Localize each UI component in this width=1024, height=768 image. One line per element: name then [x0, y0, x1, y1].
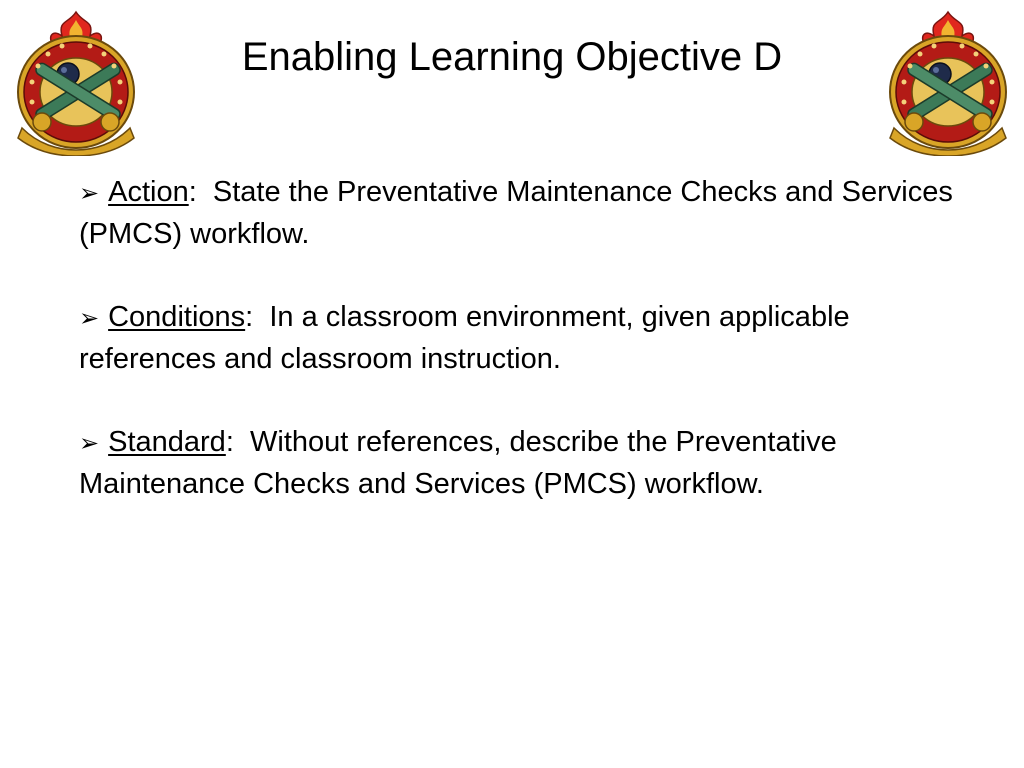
objective-action: [79, 172, 989, 255]
objective-term: Action: [108, 176, 189, 208]
crest-right-graphic: [880, 10, 1016, 156]
ordnance-corps-crest-icon: [880, 10, 1016, 156]
objective-separator: :: [225, 426, 234, 458]
objective-conditions: [79, 297, 989, 380]
objective-separator: :: [188, 176, 197, 208]
objective-text: In a classroom environment, given applicable references and classroom instruction.: [79, 301, 850, 375]
slide-title: Enabling Learning Objective D: [241, 35, 783, 79]
objective-text: Without references, describe the Preventative Maintenance Checks and Services (PMCS) workflow.: [79, 426, 837, 500]
arrow-bullet-icon: ➢: [79, 305, 100, 332]
objective-separator: :: [245, 301, 254, 333]
objective-text: State the Preventative Maintenance Checks and Services (PMCS) workflow.: [79, 176, 953, 250]
objective-standard: [79, 422, 989, 505]
arrow-bullet-icon: ➢: [79, 430, 100, 457]
ordnance-corps-crest-icon: [8, 10, 144, 156]
crest-left-graphic: [8, 10, 144, 156]
objectives-list: [79, 172, 989, 547]
objective-term: Conditions: [108, 301, 246, 333]
objective-term: Standard: [108, 426, 226, 458]
arrow-bullet-icon: ➢: [79, 180, 100, 207]
